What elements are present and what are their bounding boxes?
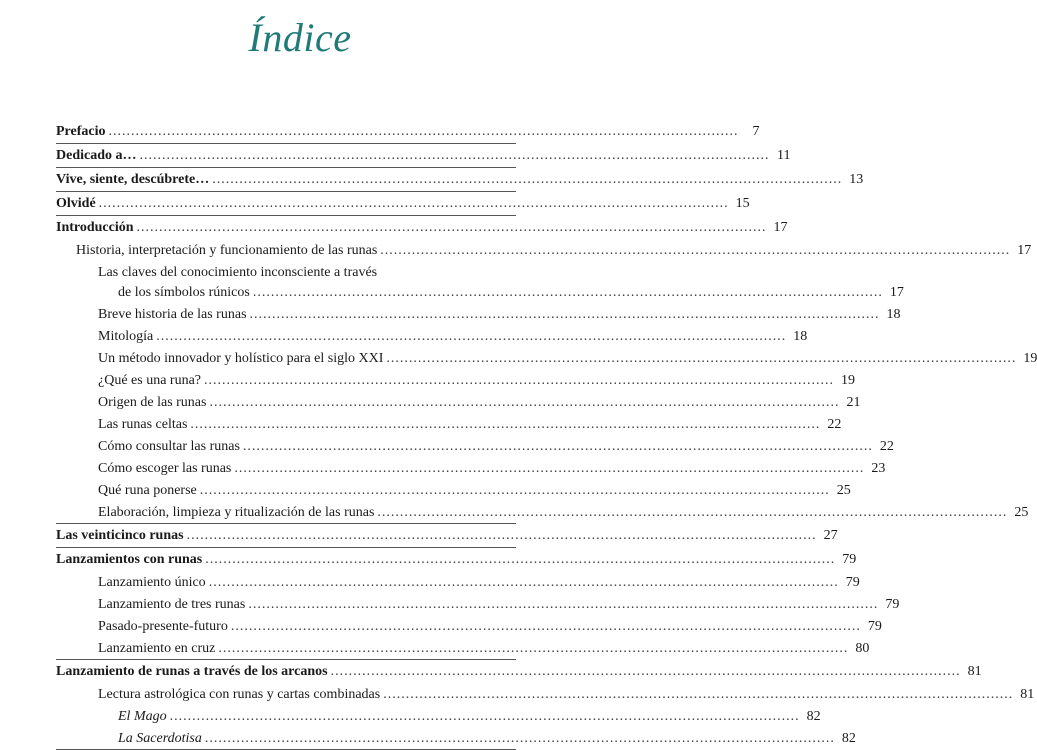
toc-entry-text: El Mago xyxy=(118,709,167,724)
toc-entry-text: Breve historia de las runas xyxy=(98,307,247,322)
toc-page-number: 7 xyxy=(752,124,760,139)
toc-entry-text: Lanzamiento en cruz xyxy=(98,641,216,656)
leader-dots: ............................................................................................................................................ xyxy=(204,731,835,746)
toc-entry-el-mago[interactable] xyxy=(56,706,821,728)
leader-dots: ............................................................................................................................................ xyxy=(377,505,1008,520)
page-title: Índice xyxy=(248,15,352,60)
leader-dots: ............................................................................................................................................ xyxy=(108,124,739,139)
toc-entry-introduccion[interactable] xyxy=(56,216,788,240)
toc-page-number: 11 xyxy=(777,148,791,163)
toc-page-number: 17 xyxy=(889,285,904,300)
toc-page-number: 22 xyxy=(827,417,842,432)
toc-entry-text: Qué runa ponerse xyxy=(98,483,197,498)
toc-entry-arcanos[interactable] xyxy=(56,660,982,684)
toc-entry-claves-line1[interactable] xyxy=(56,262,516,282)
toc-entry-lectura-astrologica[interactable] xyxy=(56,684,1035,706)
toc-page-number: 81 xyxy=(1020,687,1035,702)
toc-entry-pasado-presente-futuro[interactable] xyxy=(56,616,882,638)
toc-entry-lanzamiento-unico[interactable] xyxy=(56,572,860,594)
leader-dots: ............................................................................................................................................ xyxy=(186,528,817,543)
toc-entry-tres-runas[interactable] xyxy=(56,594,900,616)
leader-dots: ............................................................................................................................................ xyxy=(230,619,861,634)
toc-entry-elaboracion[interactable] xyxy=(56,502,1029,524)
leader-dots: ............................................................................................................................................ xyxy=(204,373,835,388)
toc-entry-text: Introducción xyxy=(56,220,134,235)
leader-dots: ............................................................................................................................................ xyxy=(380,243,1011,258)
toc-entry-text: Origen de las runas xyxy=(98,395,207,410)
leader-dots: ............................................................................................................................................ xyxy=(234,461,865,476)
leader-dots: ............................................................................................................................................ xyxy=(248,597,879,612)
toc-entry-text: Prefacio xyxy=(56,124,106,139)
toc-entry-como-escoger[interactable] xyxy=(56,458,886,480)
toc-entry-runas-celtas[interactable] xyxy=(56,414,842,436)
toc-page-number: 22 xyxy=(879,439,894,454)
toc-page-number: 25 xyxy=(836,483,851,498)
toc-page-number: 19 xyxy=(1023,351,1037,366)
toc-page-number: 81 xyxy=(967,664,982,679)
toc-entry-como-consultar[interactable] xyxy=(56,436,894,458)
toc-page-number: 79 xyxy=(845,575,860,590)
toc-page-number: 25 xyxy=(1014,505,1029,520)
toc-entry-text: ¿Qué es una runa? xyxy=(98,373,202,388)
leader-dots: ............................................................................................................................................ xyxy=(218,641,849,656)
toc-entry-text: Las claves del conocimiento inconsciente a través xyxy=(98,265,378,280)
toc-entry-dedicado[interactable] xyxy=(56,144,791,168)
toc-page-number: 18 xyxy=(793,329,808,344)
toc-entry-mitologia[interactable] xyxy=(56,326,808,348)
toc-page-number: 79 xyxy=(867,619,882,634)
leader-dots: ............................................................................................................................................ xyxy=(386,351,1017,366)
toc-entry-vive[interactable] xyxy=(56,168,864,192)
leader-dots: ............................................................................................................................................ xyxy=(139,148,770,163)
toc-entry-text: Lanzamientos con runas xyxy=(56,552,203,567)
toc-entry-text: Cómo escoger las runas xyxy=(98,461,232,476)
toc-entry-text: Cómo consultar las runas xyxy=(98,439,240,454)
leader-dots: ............................................................................................................................................ xyxy=(242,439,873,454)
toc-page-number: 27 xyxy=(823,528,838,543)
leader-dots: ............................................................................................................................................ xyxy=(98,196,729,211)
toc-page-number: 21 xyxy=(846,395,861,410)
leader-dots: ............................................................................................................................................ xyxy=(252,285,883,300)
toc-entry-text: Lectura astrológica con runas y cartas combinadas xyxy=(98,687,381,702)
toc-entry-text: Lanzamiento único xyxy=(98,575,206,590)
toc-entry-olvide[interactable] xyxy=(56,192,750,216)
toc-entry-text: Olvidé xyxy=(56,196,96,211)
toc-page-number: 17 xyxy=(773,220,788,235)
toc-entry-text: de los símbolos rúnicos xyxy=(118,285,250,300)
leader-dots: ............................................................................................................................................ xyxy=(249,307,880,322)
toc-page-number: 79 xyxy=(885,597,900,612)
toc-entry-text: Mitología xyxy=(98,329,154,344)
toc-page-number: 80 xyxy=(855,641,870,656)
leader-dots: ............................................................................................................................................ xyxy=(205,552,836,567)
toc-entry-text: Historia, interpretación y funcionamiento de las runas xyxy=(76,243,378,258)
toc-entry-text: Las runas celtas xyxy=(98,417,188,432)
toc-entry-la-sacerdotisa[interactable] xyxy=(56,728,856,750)
leader-dots: ............................................................................................................................................ xyxy=(169,709,800,724)
toc-page-number: 17 xyxy=(1017,243,1032,258)
toc-page-number: 82 xyxy=(841,731,856,746)
toc-entry-metodo-innovador[interactable] xyxy=(56,348,1037,370)
toc-page-number: 19 xyxy=(841,373,856,388)
toc-page-number: 79 xyxy=(842,552,857,567)
toc-page-number: 18 xyxy=(886,307,901,322)
leader-dots: ............................................................................................................................................ xyxy=(209,395,840,410)
toc-entry-claves-line2[interactable] xyxy=(56,282,904,304)
toc-entry-lanzamiento-cruz[interactable] xyxy=(56,638,870,660)
toc-entry-breve-historia[interactable] xyxy=(56,304,901,326)
toc-entry-text: Pasado-presente-futuro xyxy=(98,619,228,634)
toc-entry-veinticinco-runas[interactable] xyxy=(56,524,838,548)
toc-entry-text: La Sacerdotisa xyxy=(118,731,202,746)
leader-dots: ............................................................................................................................................ xyxy=(208,575,839,590)
toc-page-number: 13 xyxy=(849,172,864,187)
leader-dots: ............................................................................................................................................ xyxy=(190,417,821,432)
leader-dots: ............................................................................................................................................ xyxy=(199,483,830,498)
toc-entry-que-es-runa[interactable] xyxy=(56,370,856,392)
toc-page-number: 23 xyxy=(871,461,886,476)
leader-dots: ............................................................................................................................................ xyxy=(212,172,843,187)
toc-entry-text: Lanzamiento de tres runas xyxy=(98,597,246,612)
toc-entry-text: Lanzamiento de runas a través de los arcanos xyxy=(56,664,328,679)
toc-entry-que-runa-ponerse[interactable] xyxy=(56,480,851,502)
toc-entry-text: Un método innovador y holístico para el siglo XXI xyxy=(98,351,384,366)
toc-page-number: 82 xyxy=(806,709,821,724)
leader-dots: ............................................................................................................................................ xyxy=(156,329,787,344)
toc-entry-text: Vive, siente, descúbrete… xyxy=(56,172,210,187)
toc-entry-text: Dedicado a… xyxy=(56,148,137,163)
toc-entry-text: Elaboración, limpieza y ritualización de las runas xyxy=(98,505,375,520)
toc-page-number: 15 xyxy=(735,196,750,211)
leader-dots: ............................................................................................................................................ xyxy=(136,220,767,235)
toc-entry-historia-interpretacion[interactable] xyxy=(56,240,1032,262)
table-of-contents xyxy=(56,120,1037,750)
toc-entry-origen[interactable] xyxy=(56,392,861,414)
leader-dots: ............................................................................................................................................ xyxy=(330,664,961,679)
toc-entry-lanzamientos[interactable] xyxy=(56,548,857,572)
toc-entry-text: Las veinticinco runas xyxy=(56,528,184,543)
leader-dots: ............................................................................................................................................ xyxy=(383,687,1014,702)
toc-entry-prefacio[interactable] xyxy=(56,120,760,144)
